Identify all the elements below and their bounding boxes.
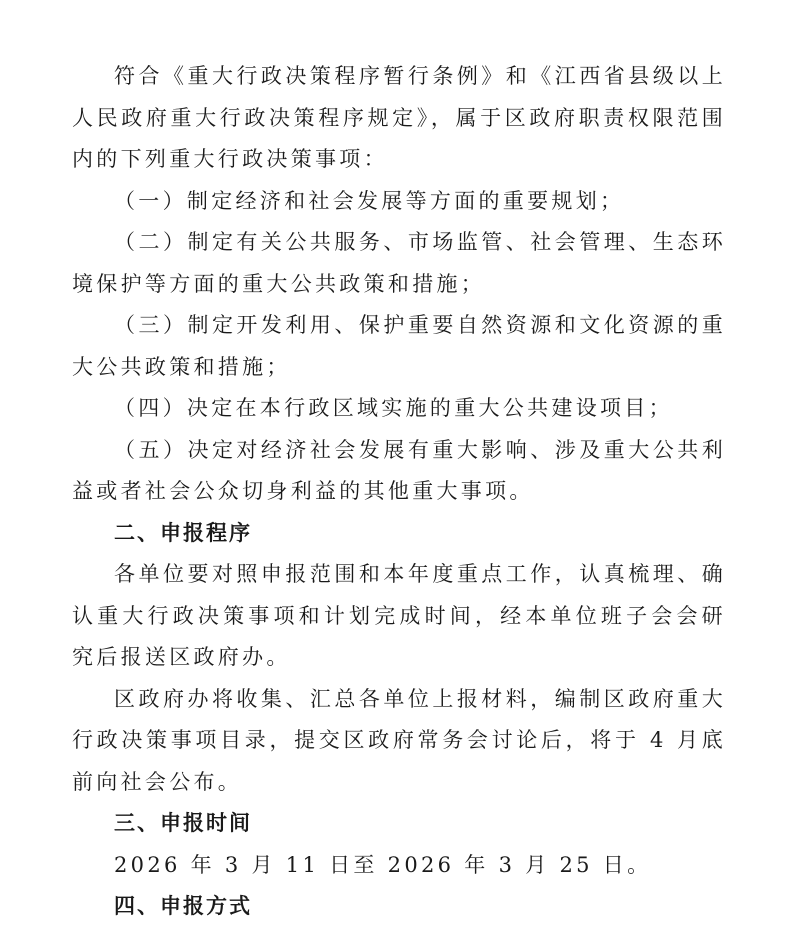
document-body — [72, 56, 726, 928]
list-item-2: （二）制定有关公共服务、市场监管、社会管理、生态环境保护等方面的重大公共政策和措施； — [72, 230, 726, 296]
list-item-5: （五）决定对经济社会发展有重大影响、涉及重大公共利益或者社会公众切身利益的其他重大事项。 — [72, 437, 726, 503]
section-heading-time: 三、申报时间 — [114, 811, 252, 835]
paragraph-procedure-2: 区政府办将收集、汇总各单位上报材料，编制区政府重大行政决策事项目录，提交区政府常务会讨论后，将于 4 月底前向社会公布。 — [72, 686, 726, 794]
section-heading-procedure: 二、申报程序 — [114, 520, 252, 545]
paragraph-procedure-1: 各单位要对照申报范围和本年度重点工作，认真梳理、确认重大行政决策事项和计划完成时间，经本单位班子会会研究后报送区政府办。 — [72, 562, 726, 669]
list-item-1: （一）制定经济和社会发展等方面的重要规划； — [114, 188, 625, 213]
list-item-3: （三）制定开发利用、保护重要自然资源和文化资源的重大公共政策和措施； — [72, 313, 726, 379]
paragraph-time: 2026 年 3 月 11 日至 2026 年 3 月 25 日。 — [114, 852, 652, 877]
list-item-4: （四）决定在本行政区域实施的重大公共建设项目； — [114, 396, 673, 420]
section-heading-method: 四、申报方式 — [114, 894, 252, 918]
paragraph-scope-intro: 符合《重大行政决策程序暂行条例》和《江西省县级以上人民政府重大行政决策程序规定》，属于区政府职责权限范围内的下列重大行政决策事项： — [72, 64, 726, 171]
